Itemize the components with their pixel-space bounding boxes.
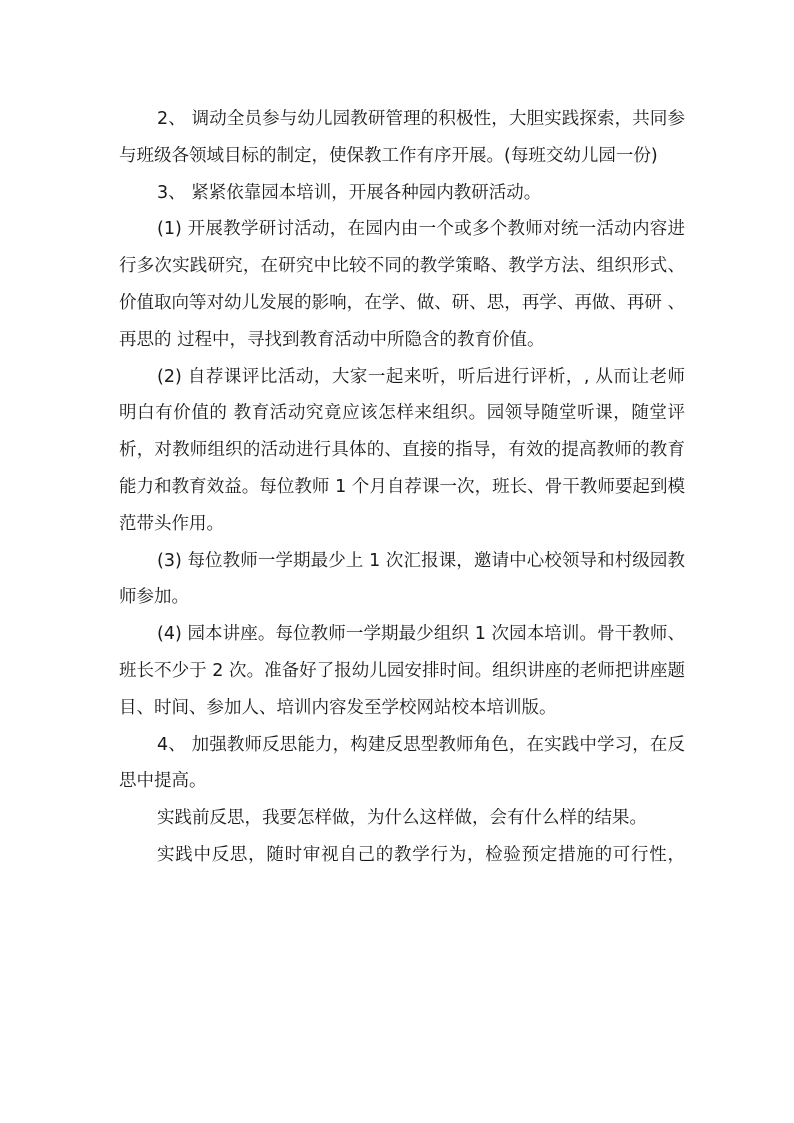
paragraph-item-2: 2、 调动全员参与幼儿园教研管理的积极性，大胆实践探索，共同参与班级各领域目标的制定，使保教工作有序开展。(每班交幼儿园一份)	[119, 109, 685, 166]
paragraph-reflection-during: 实践中反思，随时审视自己的教学行为，检验预定措施的可行性，	[157, 844, 685, 865]
paragraph-sub-4: (4) 园本讲座。每位教师一学期最少组织 1 次园本培训。骨干教师、班长不少于 2 次。准备好了报幼儿园安排时间。组织讲座的老师把讲座题目、时间、参加人、培训内容发至学校网站校本培训版。	[119, 624, 685, 718]
paragraph-item-3: 3、 紧紧依靠园本培训，开展各种园内教研活动。	[157, 182, 542, 203]
paragraph-reflection-before: 实践前反思，我要怎样做，为什么这样做，会有什么样的结果。	[157, 808, 647, 829]
document-body	[119, 101, 685, 874]
paragraph-sub-1: (1) 开展教学研讨活动，在园内由一个或多个教师对统一活动内容进行多次实践研究，在研究中比较不同的教学策略、教学方法、组织形式、价值取向等对幼儿发展的影响，在学、做、研、思，再学、再做、再研 、再思的 过程中，寻找到教育活动中所隐含的教育价值。	[119, 219, 685, 350]
paragraph-item-4: 4、 加强教师反思能力，构建反思型教师角色，在实践中学习，在反思中提高。	[119, 734, 685, 792]
paragraph-sub-3: (3) 每位教师一学期最少上 1 次汇报课，邀请中心校领导和村级园教师参加。	[119, 550, 685, 608]
paragraph-sub-2: (2) 自荐课评比活动，大家一起来听，听后进行评析，, 从而让老师明白有价值的 教育活动究竟应该怎样来组织。园领导随堂听课，随堂评析，对教师组织的活动进行具体的、直接的指导，有效的提高教师的教育能力和教育效益。每位教师 1 个月自荐课一次，班长、骨干教师要起到模范带头作用。	[119, 366, 685, 534]
